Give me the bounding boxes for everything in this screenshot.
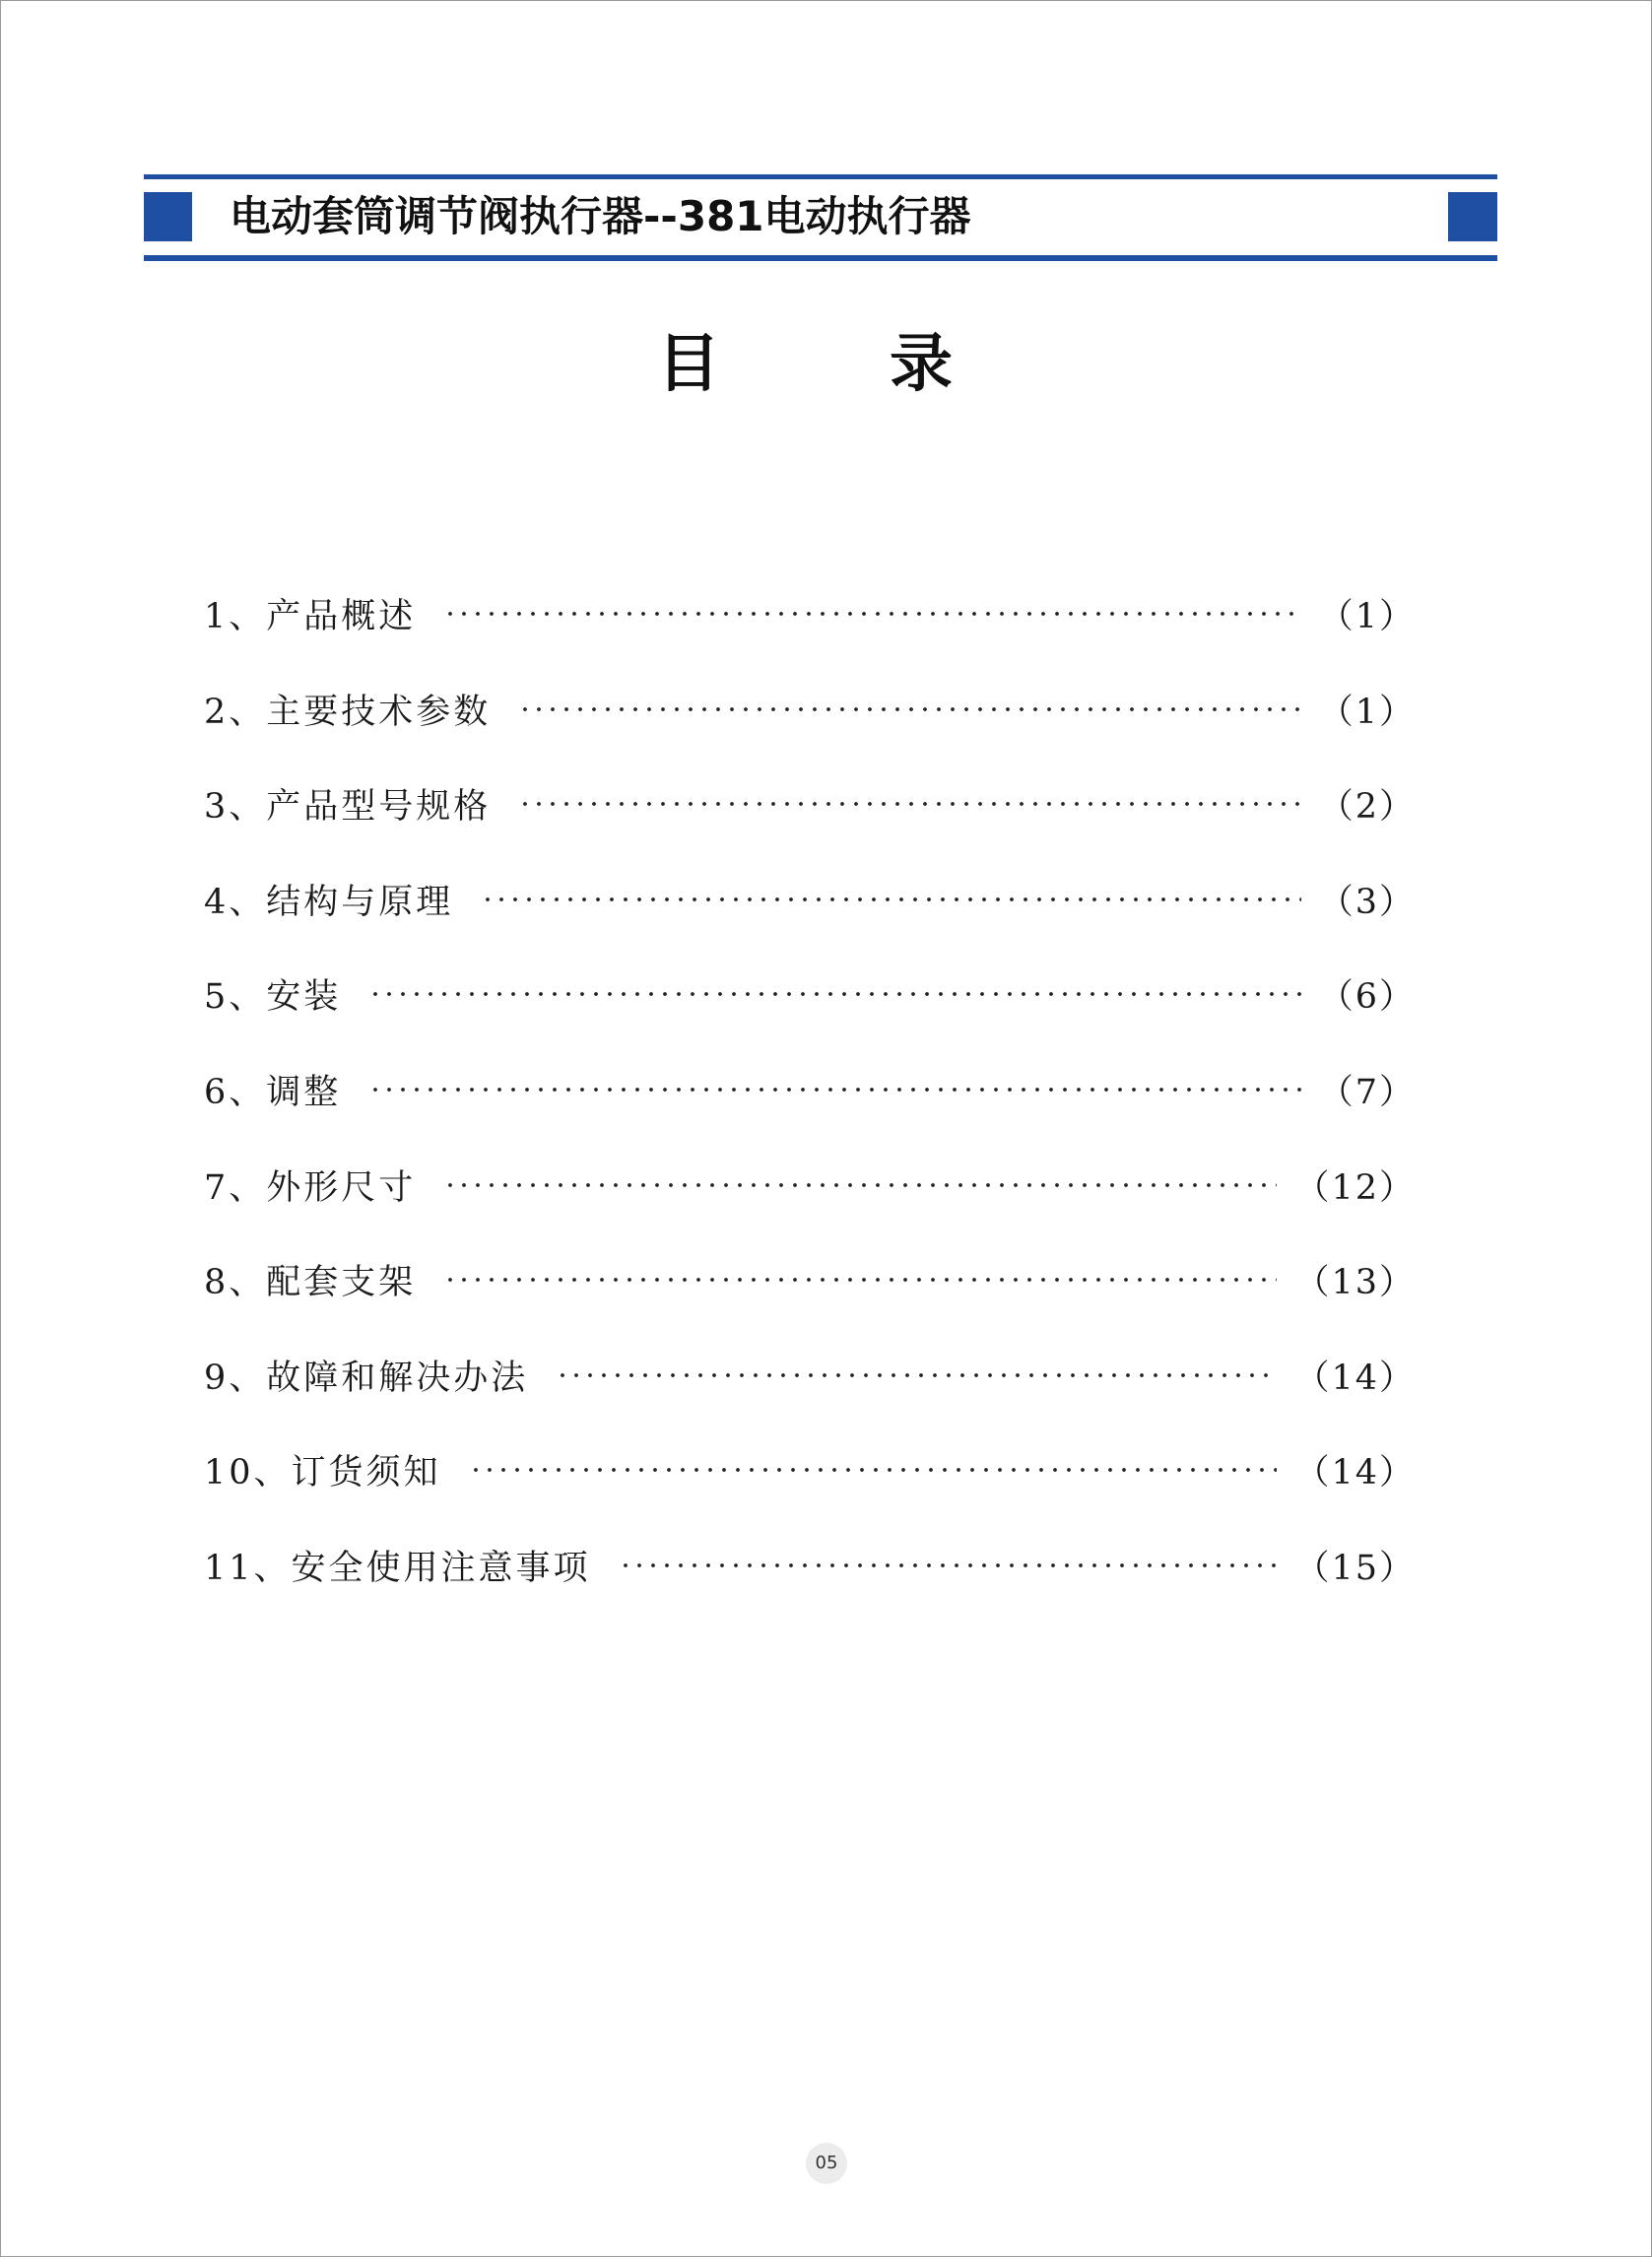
toc-entry-label: 2、主要技术参数: [204, 693, 492, 732]
toc-entry[interactable]: [204, 1250, 1416, 1309]
toc-entry-label: 10、订货须知: [204, 1453, 441, 1493]
toc-dot-leader: [518, 706, 1300, 712]
toc-entry[interactable]: [204, 870, 1416, 929]
toc-entry[interactable]: [204, 1060, 1416, 1119]
toc-entry-label: 9、故障和解决办法: [204, 1359, 529, 1398]
toc-entry-label: 5、安装: [204, 977, 342, 1017]
toc-entry[interactable]: [204, 1346, 1416, 1405]
toc-heading-char-2: 录: [890, 327, 953, 401]
toc-entry[interactable]: [204, 1536, 1416, 1595]
toc-entry-page: （3）: [1318, 883, 1416, 922]
toc-dot-leader: [443, 1277, 1277, 1283]
toc-dot-leader: [481, 896, 1300, 902]
toc-entry-page: （6）: [1318, 977, 1416, 1017]
toc-dot-leader: [443, 611, 1300, 617]
toc-entry-page: （7）: [1318, 1073, 1416, 1112]
toc-dot-leader: [368, 1087, 1300, 1093]
toc-entry-label: 7、外形尺寸: [204, 1168, 417, 1208]
toc-entry-label: 11、安全使用注意事项: [204, 1549, 591, 1588]
toc-entry[interactable]: [204, 680, 1416, 739]
page-number-badge: 05: [806, 2143, 847, 2184]
toc-heading-char-1: 目: [657, 327, 720, 401]
toc-entry-label: 1、产品概述: [204, 597, 417, 636]
toc-entry[interactable]: [204, 964, 1416, 1024]
toc-entry-label: 6、调整: [204, 1073, 342, 1112]
toc-dot-leader: [619, 1562, 1278, 1568]
toc-entry[interactable]: [204, 1440, 1416, 1499]
toc-entry-label: 4、结构与原理: [204, 883, 454, 922]
toc-entry-page: （1）: [1318, 597, 1416, 636]
toc-entry-page: （15）: [1294, 1549, 1416, 1588]
toc-entry-page: （14）: [1294, 1453, 1416, 1493]
toc-entry-page: （12）: [1294, 1168, 1416, 1208]
toc-entry[interactable]: [204, 1156, 1416, 1215]
toc-entry[interactable]: [204, 584, 1416, 643]
toc-dot-leader: [469, 1467, 1278, 1473]
toc-dot-leader: [368, 991, 1300, 997]
toc-entry-label: 3、产品型号规格: [204, 787, 492, 827]
toc-entry-label: 8、配套支架: [204, 1263, 417, 1302]
toc-entry-page: （13）: [1294, 1263, 1416, 1302]
toc-entry-page: （14）: [1294, 1359, 1416, 1398]
toc-entry-page: （1）: [1318, 693, 1416, 732]
toc-entry-page: （2）: [1318, 787, 1416, 827]
toc-dot-leader: [443, 1182, 1277, 1188]
toc-entry[interactable]: [204, 774, 1416, 833]
toc-dot-leader: [518, 801, 1300, 807]
document-title: 电动套筒调节阀执行器--381电动执行器: [230, 192, 971, 240]
toc-dot-leader: [556, 1372, 1277, 1378]
